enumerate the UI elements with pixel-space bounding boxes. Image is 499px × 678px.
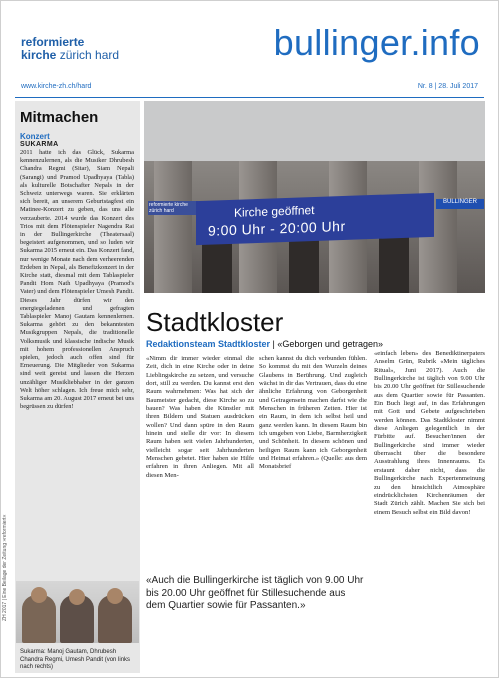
photo-door [379,231,409,293]
header-rule [15,97,484,98]
org-line-1: reformierte [21,35,85,49]
article-column-1: «Nimm dir immer wieder einmal die Zeit, dich in eine Kirche oder in deine Lieblingskirche zu setzen, und versuche dort, still zu werden. Du kannst erst den Raum wahrnehmen: Was hat sich der Baumeister gedacht, diese Kirche so zu bauen? Was haben die Künstler mit ihren Bildern und Statuen ausdrücken wollen? Und dann spüre in den Raum hinein und stelle dir vor: In diesem Raum haben seit vielen Jahrhunderten, vielleicht sogar seit Jahrhunderten Menschen gebetet. Hier haben sie Hilfe erfahren in ihren Anliegen. Mit all diesen Men- [146,355,254,479]
photo-caption: Sukarma: Manoj Gautam, Dhrubesh Chandra Regmi, Umesh Pandit (von links nach rechts) [20,649,131,670]
sidebar-subtitle: SUKARMA [20,141,59,148]
org-line-2b: zürich hard [56,48,120,62]
article-title: Stadtkloster [146,307,284,337]
article-byline: Redaktionsteam Stadtkloster [146,339,271,349]
vertical-note: ZH 2017 | Eine Beilage der Zeitung »reformiert« [2,514,8,621]
musician-head [69,589,85,605]
banner-line-2: 9:00 Uhr - 20:00 Uhr [208,217,346,239]
pull-quote: «Auch die Bullingerkirche ist täglich von 9.00 Uhr bis 20.00 Uhr geöffnet für Stillesuchende aus dem Quartier sowie für Passanten.» [146,575,364,611]
org-line-2a: kirche [21,48,57,62]
article-subtitle [146,339,383,349]
article-subtitle-text: «Geborgen und getragen» [277,339,383,349]
musician-head [31,587,47,603]
article-column-2: schen kannst du dich verbunden fühlen. So kommst du mit den Wurzeln deines Glaubens in Berührung. Und zugleich wächst in dir das Vertrauen, dass du eine ähnliche Erfahrung von Geborgenheit und Getragensein machen darfst wie die Menschen in früheren Zeiten. Hier ist ein Raum, in dem ich selbst heil und ganz werden kann. In diesem Raum bin ich umgeben von Liebe, Barmherzigkeit und Schönheit. In diesem schönen und heiligen Raum kann ich Geborgenheit und Heimat erfahren.» (Quelle: aus dem Monatsbrief [259,355,367,471]
sidebar [20,109,134,412]
sidebar-body: 2011 hatte ich das Glück, Sukarma kennenzulernen, als die Musiker Dhrubesh Chandra Regmi (Sitar), Siam Nepali (Sarangi) und Pramod Upadhyaya (Tabla) als kulturelle Botschafter Nepals in der Schweiz unterwegs waren. Sie erklärten sich bereit, an unserem Geburtstagfest ein Matinee-Konzert zu geben, das uns alle verzauberte. 2014 wurde das Konzert des Trios mit dem Flötenspieler Nagendra Rai in der Bullingerkirche (Theatersaal) begeistert aufgenommen, und so luden wir Sukarma 2015 erneut ein. Das Konzert fand, nur wenige Monate nach dem verheerenden Erdeben in Nepal, als Benefizkonzert in der Kirche statt, diesmal mit dem Tablaspieler Pandit Hom Nath Upadhyaya (Pramod's Vater) und dem Flötenspieler Umesh Pandit. Dieses Jahr dürfen wir den energiegeladenen und gefragten Tablaspieler Manoj Gautam kennenlernen. Sukarma gehört zu den bekanntesten Musikgruppen Nepals, die traditionelle Volksmusik und klassische indische Musik mit hohem professionellen Anspruch spielen, jedoch auch offen sind für Erneuerung. Die Mitglieder von Sukarma sind weit gereist und lassen die Herzen unzähliger Musikliebhaber in der ganzen Welt höher schlagen. Ich freue mich sehr, Sukarma am 20. August 2017 erneut bei uns begrüssen zu dürfen! [20,149,134,411]
photo-column [154,161,192,293]
banner-left: reformierte kirche zürich hard [148,201,198,215]
sukarma-photo [16,581,139,643]
banner-line-1: Kirche geöffnet [234,203,315,220]
opening-banner [196,193,434,245]
org-logo [21,36,119,62]
musician-head [107,588,123,604]
issue-info: Nr. 8 | 28. Juli 2017 [417,83,478,90]
sidebar-title: Mitmachen [20,109,99,126]
article-column-3: «einfach leben» des Benediktinerpaters Anselm Grün, Rubrik «Mein tägliches Ritual», Juni 2017). Auch die Bullingerkirche ist täglich von 9.00 Uhr bis 20.00 Uhr geöffnet für Stillesuchende aus dem Quartier sowie für Passanten. Ein Buch liegt auf, in das Erfahrungen mit Gott und Gebete aufgeschrieben werden können. Das Stadtkloster nimmt diese Anliegen gelegentlich in der Fürbitte auf. Besucher/innen der Bullingerkirche sind immer wieder überrascht über die besondere Ausstrahlung ihres Innenraums. Es erstaunt daher nicht, dass die Bullingerkirche nach Expertenmeinung zu den hinsichtlich Atmosphäre eindrücklichsten Kirchenräumen der Stadt Zürich zählt. Machen Sie sich bei einem Besuch selbst ein Bild davon! [374,350,485,516]
byline-separator: | [270,339,278,349]
sidebar-kicker: Konzert [20,132,50,141]
brand-title: bullinger.info [273,22,480,63]
header-url[interactable]: www.kirche-zh.ch/hard [21,83,92,90]
banner-right: BULLINGER [436,199,484,209]
